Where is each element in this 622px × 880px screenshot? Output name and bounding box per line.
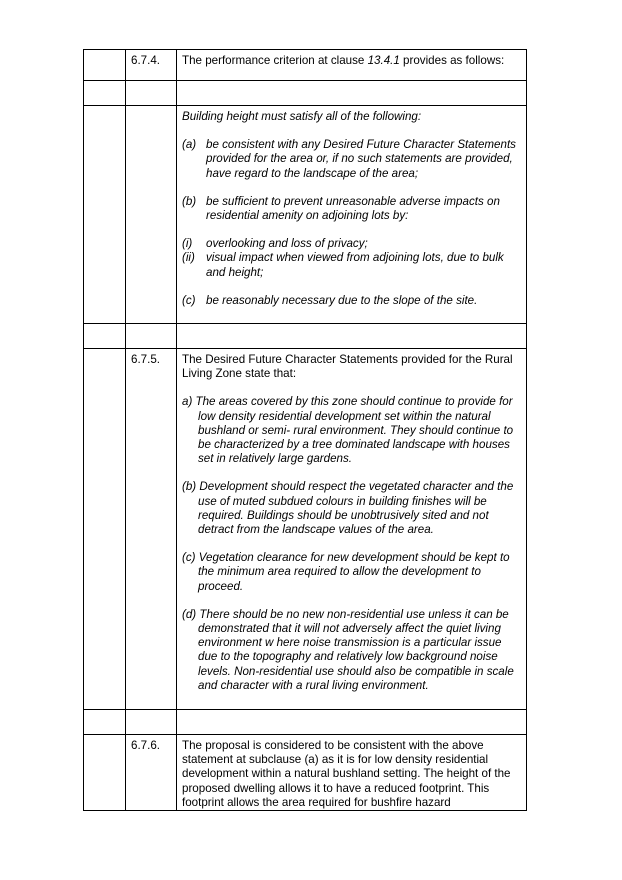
document-table — [83, 49, 527, 811]
clause-number: 6.7.5. — [126, 349, 177, 710]
clause-number: 6.7.4. — [126, 50, 177, 81]
list-item: (i) overlooking and loss of privacy; — [182, 237, 368, 251]
clause-number: 6.7.6. — [126, 735, 177, 811]
clause-body: The proposal is considered to be consistent with the above statement at subclause (a) as it is for low density residential development within a natural bushland setting. The height of the proposed dwelling allows it to have a reduced footprint. This footprint allows the area required for bushfire hazard — [182, 739, 511, 809]
spacer-row — [84, 324, 527, 349]
quoted-criterion — [177, 106, 527, 324]
clause-intro: The Desired Future Character Statements provided for the Rural Living Zone state that: — [182, 353, 513, 381]
list-item: (ii) visual impact when viewed from adjoining lots, due to bulk and height; — [182, 251, 504, 279]
list-item: (b) be sufficient to prevent unreasonable adverse impacts on residential amenity on adjoining lots by: — [182, 194, 500, 223]
empty-cell — [84, 50, 126, 81]
spacer-row — [84, 81, 527, 106]
list-item: (c) Vegetation clearance for new development should be kept to the minimum area required to allow the development to proceed. — [182, 551, 510, 593]
list-item: (d) There should be no new non-residential use unless it can be demonstrated that it will not adversely affect the quiet living environment w here noise transmission is a particular issue due to the topography and relatively low background noise levels. Non-residential use should also be compatible in scale and character with a rural living environment. — [182, 607, 514, 692]
list-item: (c) be reasonably necessary due to the slope of the site. — [182, 293, 478, 307]
quote-lead: Building height must satisfy all of the following: — [182, 110, 422, 123]
spacer-row — [84, 710, 527, 735]
clause-text — [177, 735, 527, 811]
clause-text — [177, 349, 527, 710]
table-row-quote — [84, 106, 527, 324]
table-row-6-7-4 — [84, 50, 527, 81]
intro-before: The performance criterion at clause — [182, 54, 368, 67]
clause-text — [177, 50, 527, 81]
table-row-6-7-6 — [84, 735, 527, 811]
intro-after: provides as follows: — [399, 54, 505, 67]
clause-reference: 13.4.1 — [367, 54, 400, 67]
table-row-6-7-5 — [84, 349, 527, 710]
list-item: (a) be consistent with any Desired Future Character Statements provided for the area or, if no such statements are provided, have regard to the landscape of the area; — [182, 138, 516, 180]
list-item: a) The areas covered by this zone should continue to provide for low density residential development set within the natural bushland or semi- rural environment. They should continue to be characterized by a tree dominated landscape with houses set in relatively large gardens. — [182, 395, 514, 466]
list-item: (b) Development should respect the vegetated character and the use of muted subdued colours in building finishes will be required. Buildings should be unobtrusively sited and not detract from the landscape values of the area. — [182, 480, 514, 537]
